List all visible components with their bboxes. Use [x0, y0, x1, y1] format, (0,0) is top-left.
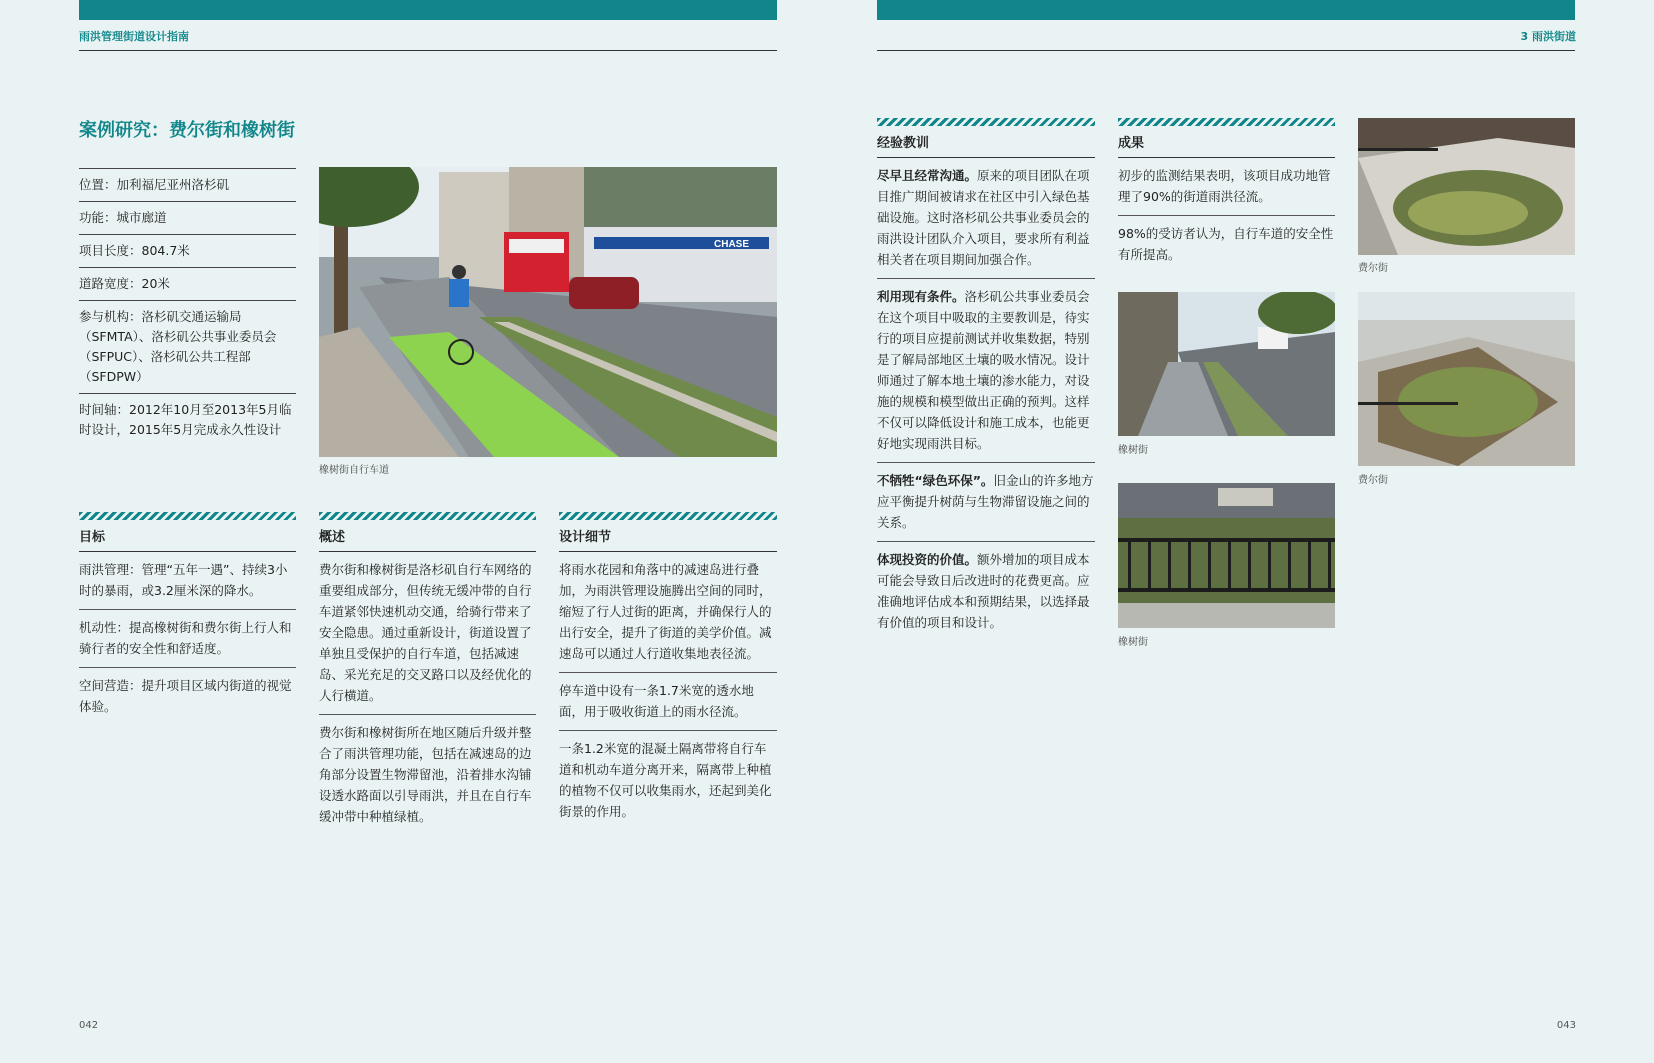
- section-goals: [79, 512, 296, 725]
- photo-oak-street-lane: [1118, 292, 1335, 436]
- design-paragraph: 停车道中设有一条1.7米宽的透水地面，用于吸收街道上的雨水径流。: [559, 673, 777, 731]
- left-header-rule: [79, 50, 777, 51]
- main-photo-caption: 橡树街自行车道: [319, 465, 389, 476]
- overview-paragraph: 费尔街和橡树街所在地区随后升级并整合了雨洪管理功能，包括在减速岛的边角部分设置生物滞留池，沿着排水沟铺设透水路面以引导雨洪，并且在自行车缓冲带中种植绿植。: [319, 725, 532, 824]
- section-hatch: [1118, 118, 1335, 126]
- goal-paragraph: 空间营造：提升项目区域内街道的视觉体验。: [79, 678, 292, 714]
- left-running-title: 雨洪管理街道设计指南: [79, 30, 189, 43]
- fact-function: 功能：城市廊道: [79, 201, 296, 234]
- section-lessons: [877, 118, 1095, 641]
- lesson-text: 额外增加的项目成本可能会导致日后改进时的花费更高。应准确地评估成本和预期结果，以选择最有价值的项目和设计。: [877, 552, 1090, 630]
- goal-paragraph: 雨洪管理：管理“五年一遇”、持续3小时的暴雨，或3.2厘米深的降水。: [79, 552, 296, 610]
- page-number-left: 042: [79, 1020, 99, 1031]
- section-hatch: [877, 118, 1095, 126]
- section-results: [1118, 118, 1335, 273]
- lesson-lead: 体现投资的价值。: [877, 552, 978, 567]
- section-title-overview: 概述: [319, 520, 536, 552]
- lesson-text: 原来的项目团队在项目推广期间被请求在社区中引入绿色基础设施。这时洛杉矶公共事业委员会的雨洪设计团队介入项目，要求所有利益相关者在项目期间加强合作。: [877, 168, 1090, 267]
- lesson-text: 旧金山的许多地方应平衡提升树荫与生物滞留设施之间的关系。: [877, 473, 1094, 530]
- photo-fell-street-planter: [1358, 118, 1575, 255]
- right-running-title: 3 雨洪街道: [1520, 30, 1576, 43]
- right-top-bar: [877, 0, 1575, 20]
- fact-timeline: 时间轴：2012年10月至2013年5月临时设计，2015年5月完成永久性设计: [79, 393, 296, 446]
- section-overview: [319, 512, 536, 835]
- result-paragraph: 98%的受访者认为，自行车道的安全性有所提高。: [1118, 226, 1334, 262]
- lesson-paragraph: [877, 542, 1095, 641]
- fact-agencies: 参与机构：洛杉矶交通运输局（SFMTA）、洛杉矶公共事业委员会（SFPUC）、洛杉矶公共工程部（SFDPW）: [79, 300, 296, 393]
- side-photo-caption: 橡树街: [1118, 637, 1148, 648]
- section-design-details: [559, 512, 777, 830]
- goal-paragraph: 机动性：提高橡树街和费尔街上行人和骑行者的安全性和舒适度。: [79, 610, 296, 668]
- result-paragraph: 初步的监测结果表明，该项目成功地管理了90%的街道雨洪径流。: [1118, 158, 1335, 216]
- section-title-goals: 目标: [79, 520, 296, 552]
- fact-length: 项目长度：804.7米: [79, 234, 296, 267]
- lesson-paragraph: [877, 158, 1095, 279]
- lesson-lead: 利用现有条件。: [877, 289, 965, 304]
- side-photo-caption: 费尔街: [1358, 263, 1388, 274]
- lesson-text: 洛杉矶公共事业委员会在这个项目中吸取的主要教训是，待实行的项目应提前测试并收集数据，特别是了解局部地区土壤的吸水情况。设计师通过了解本地土壤的渗水能力，对设施的规模和模型做出正确的预判。这样不仅可以降低设计和施工成本，也能更好地实现雨洪目标。: [877, 289, 1090, 451]
- right-header-rule: [877, 50, 1575, 51]
- design-paragraph: 一条1.2米宽的混凝土隔离带将自行车道和机动车道分离开来，隔离带上种植的植物不仅可以收集雨水，还起到美化街景的作用。: [559, 741, 772, 819]
- chase-sign: CHASE: [714, 239, 750, 250]
- section-title-lessons: 经验教训: [877, 126, 1095, 158]
- case-study-title: 案例研究：费尔街和橡树街: [79, 120, 295, 141]
- fact-width: 道路宽度：20米: [79, 267, 296, 300]
- page-number-right: 043: [1556, 1020, 1576, 1031]
- lesson-paragraph: [877, 463, 1095, 542]
- side-photo-caption: 费尔街: [1358, 475, 1388, 486]
- main-photo-bike-lane: [319, 167, 777, 457]
- section-hatch: [319, 512, 536, 520]
- left-top-bar: [79, 0, 777, 20]
- project-facts: [79, 168, 296, 446]
- section-hatch: [79, 512, 296, 520]
- overview-paragraph: 费尔街和橡树街是洛杉矶自行车网络的重要组成部分，但传统无缓冲带的自行车道紧邻快速机动交通，给骑行带来了安全隐患。通过重新设计，街道设置了单独且受保护的自行车道，包括减速岛、采光充足的交叉路口以及经优化的人行横道。: [319, 552, 536, 715]
- lesson-paragraph: [877, 279, 1095, 463]
- side-photo-caption: 橡树街: [1118, 445, 1148, 456]
- lesson-lead: 不牺牲“绿色环保”。: [877, 473, 994, 488]
- photo-oak-street-fence: [1118, 483, 1335, 628]
- section-title-design: 设计细节: [559, 520, 777, 552]
- photo-fell-street-corner: [1358, 292, 1575, 466]
- fact-location: 位置：加利福尼亚州洛杉矶: [79, 168, 296, 201]
- design-paragraph: 将雨水花园和角落中的减速岛进行叠加，为雨洪管理设施腾出空间的同时，缩短了行人过街的距离，并确保行人的出行安全，提升了街道的美学价值。减速岛可以通过人行道收集地表径流。: [559, 552, 777, 673]
- lesson-lead: 尽早且经常沟通。: [877, 168, 978, 183]
- section-title-results: 成果: [1118, 126, 1335, 158]
- section-hatch: [559, 512, 777, 520]
